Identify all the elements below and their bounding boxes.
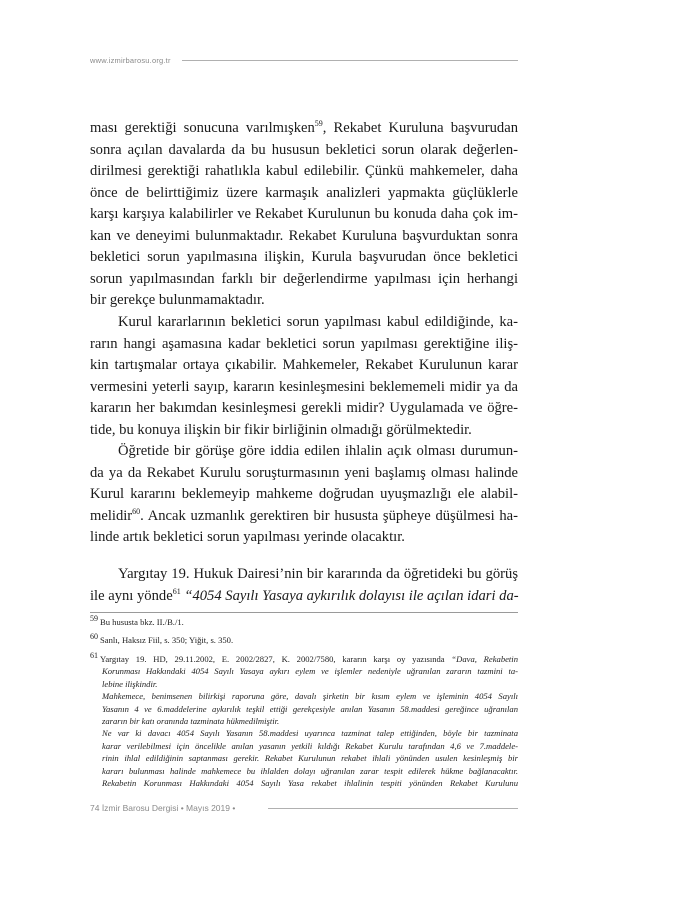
p3-line: Öğretide bir görüşe göre iddia edilen ihlalin açık olması durumun-: [118, 443, 518, 459]
header-rule: [182, 60, 518, 61]
p1-line: karşı karşıya kalabilirler ve Rekabet Kurulunun bu konuda daha çok im-: [90, 206, 518, 222]
p1-line-1: ması gerektiği sonucuna varılmışken$^{59}$, Rekabet Kuruluna başvurudan: [90, 119, 518, 136]
p2-line: kin tartışmalar ortaya çıkabilir. Mahkemeler, Rekabet Kurulunun karar: [90, 357, 518, 373]
footnote-59: 59 Bu hususta bkz. II./B./1.: [90, 614, 184, 627]
paragraph-2: [90, 312, 518, 441]
page-footer: 74 İzmir Barosu Dergisi • Mayıs 2019 •: [90, 803, 236, 813]
p1-line: bir gerekçe bulunmamaktadır.: [90, 292, 265, 308]
footnote-ref-60[interactable]: 60: [132, 506, 141, 516]
p1-line: sonra açılan davalarda da bu hususun bekletici sorun olarak değerlen-: [90, 141, 518, 158]
footnote-60: 60 Sanlı, Haksız Fiil, s. 350; Yiğit, s. 350.: [90, 632, 234, 645]
p2-line: tide, bu konuya ilişkin bir fikir birliğinin olmadığı görülmektedir.: [90, 421, 472, 438]
paragraph-4: [90, 564, 518, 607]
p1-line: sorun yapılmasından farklı bir değerlendirme yapılması için herhangi: [90, 270, 518, 287]
paragraph-3: [90, 441, 518, 549]
p2-line: kararın her bakımdan kesinleşmesi gerekli midir? Uygulamada ve öğre-: [90, 400, 518, 416]
footnote-ref-61[interactable]: 61: [172, 586, 181, 596]
footnote-61: 61 Yargıtay 19. HD, 29.11.2002, E. 2002/2827, K. 2002/7580, kararın karşı oy yazısında “Dava, Rekabetin Korunması Hakkındaki 4054 Sayılı Yasaya aykırı eylem ve işlemler nedeniyle uğranılan zararın tazmini ta- lebine ilişkindir. Mahkemece, benimsenen bilirkişi raporuna göre, davalı şirketin bir kısım eylem ve işleminin 4054 Sayılı Yasanın 4 ve 6.maddelerine aykırılık teşkil ettiği gerekçesiyle anılan Yasanın 58.maddesi gereğince uğranılan zararın bir katı oranında tazminata hükmedilmiştir. Ne var ki davacı 4054 Sayılı Yasanın 58.maddesi uyarınca tazminat talep ettiğinden, böyle bir tazminata karar verilebilmesi için öncelikle anılan yasanın yetkili kıldığı Rekabet Kurulu tarafından 4,6 ve 7.maddele- rinin ihlal edildiğinin saptanması gerekir. Rekabet Kurulunun rekabet ihlali yönünden usulen kesinleşmiş bir kararı bulunması halinde mahkemece bu ihlalden dolayı uğranılan zarar tespit edilerek hükme bağlanacaktır. Rekabetin Korunması Hakkındaki 4054 Sayılı Yasa rekabet ihlalinin tespiti yönünden Rekabet Kurulunu: [90, 651, 518, 789]
p2-line: Kurul kararlarının bekletici sorun yapılması kabul edildiğinde, ka-: [118, 314, 518, 330]
header-url[interactable]: www.izmirbarosu.org.tr: [90, 56, 171, 65]
footnote-separator: [90, 612, 518, 613]
footnote-ref-59[interactable]: 59: [314, 119, 323, 129]
p3-line: da ya da Rekabet Kurulu soruşturmasının yeni başlamış olması halinde: [90, 464, 518, 481]
paragraph-1: [90, 118, 518, 312]
p4-line-2: ile aynı yönde$^{61}$ “4054 Sayılı Yasaya aykırılık dolayısı ile açılan idari da-: [90, 586, 519, 604]
p4-line-1: Yargıtay 19. Hukuk Dairesi’nin bir kararında da öğretideki bu görüş: [118, 566, 518, 582]
p1-line: kan ve deneyimi bulunmaktadır. Rekabet Kuruluna başvurduktan sonra: [90, 227, 518, 244]
p1-line: bekletici sorun yapılmasına ilişkin, Kurula başvurudan önce bekletici: [90, 249, 518, 265]
p3-line-4: melidir$^{60}$. Ancak uzmanlık gerektiren bir hususta şüpheye düşülmesi ha-: [90, 506, 518, 524]
p3-line: linde artık bekletici sorun yapılması yerinde olacaktır.: [90, 529, 405, 545]
p3-line: Kurul kararını beklemeyip mahkeme doğrudan uyuşmazlığı ele alabil-: [90, 486, 518, 502]
p1-line: önce de belirttiğimiz üzere karmaşık analizleri yapmakta güçlüklerle: [90, 184, 518, 201]
footer-rule: [268, 808, 518, 809]
p1-line: dirilmesi gerektiği rahatlıkla kabul edilebilir. Çünkü mahkemeler, daha: [90, 163, 518, 179]
p2-line: vermesini yeterli sayıp, kararın kesinleşmesini beklememeli midir ya da: [90, 378, 518, 395]
p2-line: rarın hangi aşamasına kadar bekletici sorun yapılması gerektiğine iliş-: [90, 335, 518, 352]
